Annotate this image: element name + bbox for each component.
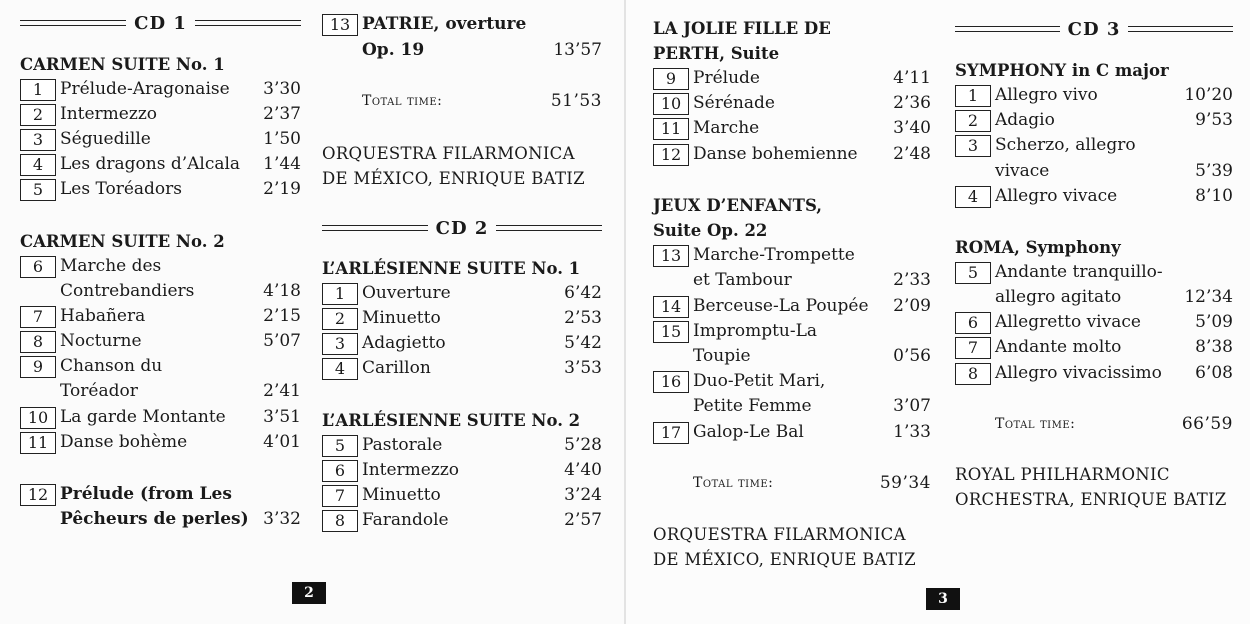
track-duration: 0’56 — [893, 346, 931, 366]
track-duration: 4’01 — [263, 432, 301, 452]
track-number: 5 — [322, 435, 358, 457]
track-title: Intermezzo — [362, 460, 460, 480]
cd3-label: CD 3 — [1067, 18, 1121, 40]
track-number: 8 — [955, 363, 991, 385]
track-number: 8 — [20, 331, 56, 353]
track-number: 5 — [955, 262, 991, 284]
track-duration: 12’34 — [1184, 287, 1233, 307]
track-title: Carillon — [362, 358, 431, 378]
track-title: Intermezzo — [60, 104, 158, 124]
track-number: 10 — [653, 93, 689, 115]
track-title: Prélude — [693, 68, 760, 88]
track-title: Sérénade — [693, 93, 775, 113]
track-row — [20, 102, 301, 127]
track-row — [20, 329, 301, 354]
track-duration: 5’09 — [1195, 312, 1233, 332]
track-row — [955, 335, 1233, 360]
track-number: 11 — [653, 118, 689, 140]
track-row — [20, 254, 301, 279]
total-time-value: 59’34 — [879, 473, 931, 493]
track-duration: 3’53 — [564, 358, 602, 378]
track-title: Impromptu-La — [693, 321, 818, 341]
track-title-continued: vivace — [995, 161, 1050, 181]
track-number: 1 — [20, 79, 56, 101]
performer-line: ORCHESTRA, ENRIQUE BATIZ — [955, 490, 1227, 509]
track-title-continued: Contrebandiers — [60, 281, 195, 301]
track-duration: 5’28 — [564, 435, 602, 455]
track-title: Allegro vivo — [995, 85, 1098, 105]
track-number: 1 — [322, 283, 358, 305]
track-row — [20, 77, 301, 102]
track-row — [955, 310, 1233, 335]
track-row — [322, 483, 602, 508]
track-duration: 3’30 — [263, 79, 301, 99]
track-number: 5 — [20, 179, 56, 201]
track-duration: 2’57 — [564, 510, 602, 530]
track-number: 11 — [20, 432, 56, 454]
track-title: Andante tranquillo- — [995, 262, 1163, 282]
track-row-continued — [653, 394, 931, 419]
track-title: PATRIE, overture — [362, 14, 527, 34]
track-title: Marche des — [60, 256, 162, 276]
track-duration: 2’15 — [263, 306, 301, 326]
track-row — [955, 108, 1233, 133]
total-time-label: Total time: — [693, 475, 774, 491]
work-title: L’ARLÉSIENNE SUITE No. 2 — [322, 411, 581, 430]
track-duration: 2’53 — [564, 308, 602, 328]
track-row — [322, 433, 602, 458]
track-number: 17 — [653, 422, 689, 444]
track-duration: 2’09 — [893, 296, 931, 316]
track-number: 4 — [20, 154, 56, 176]
work-title-continued: PERTH, Suite — [653, 44, 780, 63]
track-duration: 1’44 — [263, 154, 301, 174]
work-title: JEUX D’ENFANTS, — [653, 196, 823, 215]
performer-line: ORQUESTRA FILARMONICA — [653, 525, 906, 544]
track-title: Ouverture — [362, 283, 451, 303]
track-number: 14 — [653, 296, 689, 318]
track-duration: 8’10 — [1195, 186, 1233, 206]
total-time — [995, 412, 1233, 437]
track-number: 3 — [322, 333, 358, 355]
track-title: Galop-Le Bal — [693, 422, 804, 442]
track-title-continued: Toréador — [60, 381, 138, 401]
track-row-continued — [955, 159, 1233, 184]
track-title: Allegro vivacissimo — [995, 363, 1162, 383]
track-number: 9 — [653, 68, 689, 90]
cd2-label: CD 2 — [435, 217, 489, 239]
track-row — [653, 91, 931, 116]
track-row — [20, 152, 301, 177]
track-title-continued: Pêcheurs de perles) — [60, 509, 249, 529]
track-row — [322, 508, 602, 533]
track-row — [653, 294, 931, 319]
track-row — [20, 304, 301, 329]
track-title: Farandole — [362, 510, 449, 530]
track-title-continued: Petite Femme — [693, 396, 812, 416]
header-rule — [195, 20, 301, 26]
total-time-label: Total time: — [362, 93, 443, 109]
track-duration: 2’48 — [893, 144, 931, 164]
track-row — [653, 116, 931, 141]
track-duration: 3’24 — [564, 485, 602, 505]
performer-line: ORQUESTRA FILARMONICA — [322, 144, 575, 163]
track-title: Les Toréadors — [60, 179, 183, 199]
work-title: SYMPHONY in C major — [955, 61, 1169, 80]
cd2-header — [322, 215, 602, 241]
header-rule — [322, 225, 428, 231]
track-row-continued — [20, 507, 301, 532]
track-duration: 6’08 — [1195, 363, 1233, 383]
track-title: Pastorale — [362, 435, 443, 455]
cd1-header — [20, 10, 301, 36]
track-duration: 10’20 — [1184, 85, 1233, 105]
track-row — [955, 260, 1233, 285]
header-rule — [496, 225, 602, 231]
total-time-value: 51’53 — [550, 91, 602, 111]
track-number: 12 — [20, 484, 56, 506]
page-number: 3 — [926, 588, 960, 610]
track-number: 2 — [322, 308, 358, 330]
track-row — [20, 177, 301, 202]
work-title: ROMA, Symphony — [955, 238, 1121, 257]
track-duration: 1’33 — [893, 422, 931, 442]
track-duration: 2’36 — [893, 93, 931, 113]
track-row-continued — [955, 285, 1233, 310]
track-number: 16 — [653, 371, 689, 393]
track-row — [653, 319, 931, 344]
track-title: Habañera — [60, 306, 146, 326]
track-number: 12 — [653, 144, 689, 166]
track-number: 9 — [20, 356, 56, 378]
track-title: Scherzo, allegro — [995, 135, 1136, 155]
track-number: 1 — [955, 85, 991, 107]
track-title: Adagietto — [362, 333, 446, 353]
track-row — [20, 482, 301, 507]
track-number: 7 — [322, 485, 358, 507]
track-duration: 2’41 — [263, 381, 301, 401]
column-cd2-continued — [653, 0, 931, 624]
track-duration: 8’38 — [1195, 337, 1233, 357]
cd1-label: CD 1 — [134, 12, 187, 34]
track-duration: 2’33 — [893, 270, 931, 290]
track-row — [653, 142, 931, 167]
track-row — [322, 12, 602, 37]
header-rule — [1128, 26, 1233, 32]
track-row — [955, 133, 1233, 158]
track-number: 4 — [955, 186, 991, 208]
track-row — [322, 331, 602, 356]
track-duration: 5’42 — [564, 333, 602, 353]
track-number: 2 — [20, 104, 56, 126]
track-title-continued: allegro agitato — [995, 287, 1122, 307]
track-duration: 3’32 — [263, 509, 301, 529]
track-row — [653, 243, 931, 268]
track-row — [955, 184, 1233, 209]
track-title: Prélude-Aragonaise — [60, 79, 230, 99]
track-title: La garde Montante — [60, 407, 226, 427]
track-row — [322, 458, 602, 483]
track-row — [20, 430, 301, 455]
cd3-header — [955, 16, 1233, 42]
track-duration: 2’19 — [263, 179, 301, 199]
track-number: 3 — [20, 129, 56, 151]
track-title: Minuetto — [362, 485, 441, 505]
column-cd1-cd2 — [322, 0, 602, 624]
track-row-continued — [20, 279, 301, 304]
track-number: 8 — [322, 510, 358, 532]
track-title: Berceuse-La Poupée — [693, 296, 869, 316]
track-number: 3 — [955, 135, 991, 157]
track-duration: 5’07 — [263, 331, 301, 351]
track-title: Danse bohemienne — [693, 144, 858, 164]
work-title: LA JOLIE FILLE DE — [653, 19, 831, 38]
track-title: Adagio — [995, 110, 1055, 130]
track-title-continued: Toupie — [693, 346, 751, 366]
column-cd3 — [955, 0, 1233, 624]
track-row — [322, 356, 602, 381]
track-number: 2 — [955, 110, 991, 132]
track-title: Minuetto — [362, 308, 441, 328]
page-number: 2 — [292, 582, 326, 604]
track-number: 10 — [20, 407, 56, 429]
track-row — [653, 66, 931, 91]
booklet-page-left — [0, 0, 624, 624]
track-title: Chanson du — [60, 356, 163, 376]
track-number: 4 — [322, 358, 358, 380]
header-rule — [955, 26, 1060, 32]
track-row — [20, 354, 301, 379]
track-row — [20, 127, 301, 152]
track-title-continued: et Tambour — [693, 270, 792, 290]
work-title: CARMEN SUITE No. 1 — [20, 55, 225, 74]
track-number: 7 — [20, 306, 56, 328]
track-title: Allegro vivace — [995, 186, 1118, 206]
track-title: Prélude (from Les — [60, 484, 232, 504]
track-row — [20, 405, 301, 430]
track-duration: 6’42 — [564, 283, 602, 303]
work-title: L’ARLÉSIENNE SUITE No. 1 — [322, 259, 581, 278]
track-row — [955, 361, 1233, 386]
track-duration: 5’39 — [1195, 161, 1233, 181]
track-duration: 3’07 — [893, 396, 931, 416]
track-title: Allegretto vivace — [995, 312, 1141, 332]
track-number: 6 — [955, 312, 991, 334]
track-row — [653, 369, 931, 394]
track-duration: 13’57 — [553, 40, 602, 60]
track-title: Nocturne — [60, 331, 142, 351]
track-duration: 3’40 — [893, 118, 931, 138]
total-time — [362, 89, 602, 114]
track-title: Duo-Petit Mari, — [693, 371, 826, 391]
track-number: 13 — [322, 14, 358, 36]
track-number: 7 — [955, 337, 991, 359]
performer-line: DE MÉXICO, ENRIQUE BATIZ — [322, 169, 585, 188]
track-title-continued: Op. 19 — [362, 40, 425, 60]
track-row — [955, 83, 1233, 108]
track-row-continued — [653, 344, 931, 369]
track-duration: 1’50 — [263, 129, 301, 149]
track-title: Marche-Trompette — [693, 245, 855, 265]
track-row — [322, 281, 602, 306]
total-time-label: Total time: — [995, 416, 1076, 432]
track-title: Marche — [693, 118, 760, 138]
track-duration: 4’40 — [564, 460, 602, 480]
track-title: Andante molto — [995, 337, 1122, 357]
total-time — [693, 471, 931, 496]
track-row-continued — [20, 379, 301, 404]
track-number: 15 — [653, 321, 689, 343]
track-duration: 4’11 — [893, 68, 931, 88]
track-duration: 4’18 — [263, 281, 301, 301]
track-row — [322, 306, 602, 331]
track-title: Danse bohème — [60, 432, 188, 452]
booklet-page-right — [626, 0, 1250, 624]
track-duration: 3’51 — [263, 407, 301, 427]
track-number: 6 — [322, 460, 358, 482]
work-title-continued: Suite Op. 22 — [653, 221, 768, 240]
total-time-value: 66’59 — [1181, 414, 1233, 434]
performer-line: DE MÉXICO, ENRIQUE BATIZ — [653, 550, 916, 569]
track-number: 6 — [20, 256, 56, 278]
track-duration: 2’37 — [263, 104, 301, 124]
performer-line: ROYAL PHILHARMONIC — [955, 465, 1170, 484]
track-title: Les dragons d’Alcala — [60, 154, 241, 174]
track-row — [653, 420, 931, 445]
header-rule — [20, 20, 126, 26]
track-row-continued — [322, 38, 602, 63]
track-duration: 9’53 — [1195, 110, 1233, 130]
column-cd1 — [20, 0, 301, 624]
track-number: 13 — [653, 245, 689, 267]
track-row-continued — [653, 268, 931, 293]
work-title: CARMEN SUITE No. 2 — [20, 232, 225, 251]
track-title: Séguedille — [60, 129, 151, 149]
